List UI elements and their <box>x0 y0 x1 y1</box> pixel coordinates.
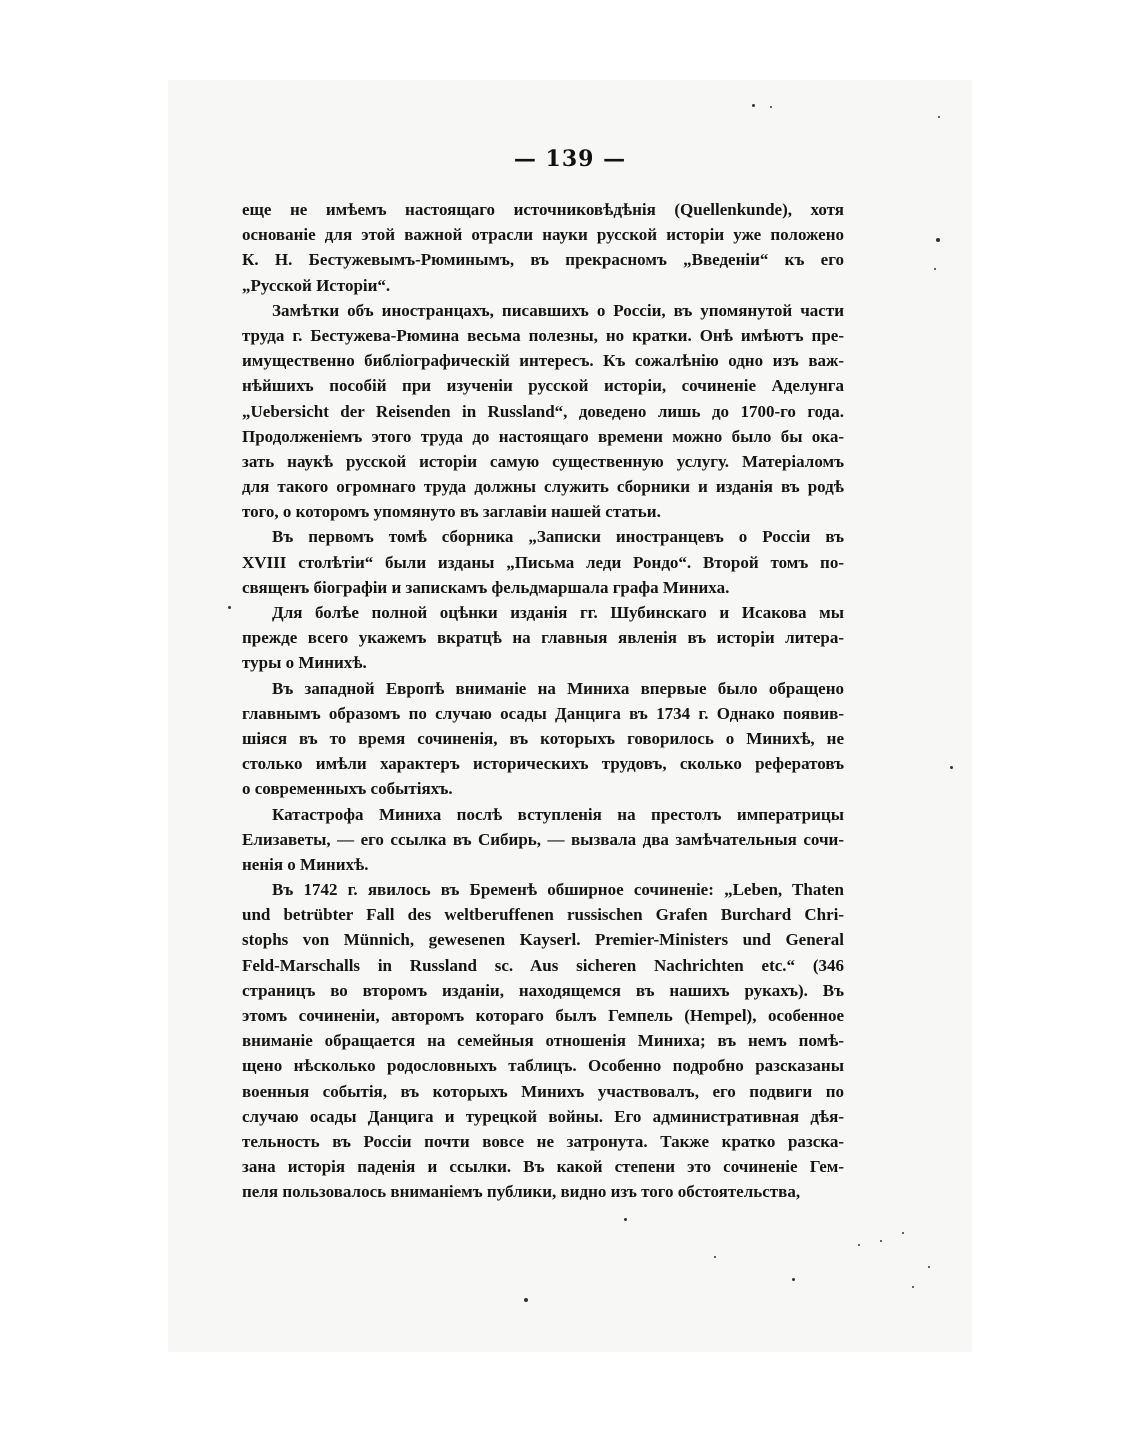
text-line: главнымъ образомъ по случаю осады Данцига въ 1734 г. Однако появив- <box>242 703 844 723</box>
text-line: К. Н. Бестужевымъ-Рюминымъ, въ прекрасномъ „Введеніи“ къ его <box>242 250 844 270</box>
scan-speck <box>792 1278 795 1281</box>
paragraph <box>242 802 844 878</box>
text-line: еще не имѣемъ настоящаго источниковѣдѣнія (Quellenkunde), хотя <box>242 200 844 219</box>
scan-speck <box>950 766 953 769</box>
text-line: прежде всего укажемъ вкратцѣ на главныя явленія въ исторіи литера- <box>242 628 844 648</box>
paragraph <box>242 197 844 298</box>
paragraph <box>242 600 844 676</box>
text-line: und betrübter Fall des weltberuffenen russischen Grafen Burchard Chri- <box>242 905 844 925</box>
text-line: Въ 1742 г. явилось въ Бременѣ обширное сочиненіе: „Leben, Thaten <box>272 880 844 900</box>
text-line: того, о которомъ упомянуто въ заглавіи нашей статьи. <box>242 502 661 522</box>
text-line: „Uebersicht der Reisenden in Russland“, доведено лишь до 1700-го года. <box>242 401 844 421</box>
text-line: Катастрофа Миниха послѣ вступленія на престолъ императрицы <box>272 804 844 824</box>
text-line: Продолженіемъ этого труда до настоящаго времени можно было бы ока- <box>242 426 844 446</box>
text-line: щено нѣсколько родословныхъ таблицъ. Особенно подробно разсказаны <box>242 1056 844 1076</box>
scan-speck <box>524 1298 528 1302</box>
scan-speck <box>902 1232 904 1234</box>
paragraph <box>242 298 844 525</box>
text-line: stophs von Münnich, gewesenen Kayserl. Premier-Ministers und General <box>242 930 844 950</box>
text-line: страницъ во второмъ изданіи, находящемся въ нашихъ рукахъ). Въ <box>242 980 844 1000</box>
text-line: зана исторія паденія и ссылки. Въ какой степени это сочиненіе Гем- <box>242 1157 844 1177</box>
scan-speck <box>936 238 940 242</box>
page-number: — 139 — <box>513 146 627 172</box>
text-line: Въ первомъ томѣ сборника „Записки иностранцевъ о Россіи въ <box>272 527 844 547</box>
text-line: ненія о Минихѣ. <box>242 854 369 874</box>
body-text <box>242 197 844 1205</box>
scanned-page <box>168 80 972 1352</box>
text-line: случаю осады Данцига и турецкой войны. Его административная дѣя- <box>242 1106 844 1126</box>
scan-speck <box>938 116 940 118</box>
scan-speck <box>880 1240 882 1242</box>
paragraph <box>242 524 844 600</box>
text-line: Для болѣе полной оцѣнки изданія гг. Шубинскаго и Исакова мы <box>272 603 844 622</box>
text-line: туры о Минихѣ. <box>242 653 367 673</box>
text-line: столько имѣли характеръ историческихъ трудовъ, сколько рефератовъ <box>242 754 844 774</box>
text-line: труда г. Бестужева-Рюмина весьма полезны, но кратки. Онѣ имѣютъ пре- <box>242 325 844 345</box>
text-line: „Русской Исторіи“. <box>242 275 391 295</box>
text-line: Feld-Marschalls in Russland sc. Aus sicheren Nachrichten etc.“ (346 <box>242 955 844 975</box>
scan-speck <box>770 106 772 108</box>
paragraph <box>242 877 844 1204</box>
text-line: основаніе для этой важной отрасли науки русской исторіи уже положено <box>242 225 844 245</box>
text-line: военныя событія, въ которыхъ Минихъ участвовалъ, его подвиги по <box>242 1081 844 1101</box>
text-line: шіяся въ то время сочиненія, въ которыхъ говорилось о Минихѣ, не <box>242 728 844 748</box>
text-line: для такого огромнаго труда должны служить сборники и изданія въ родѣ <box>242 477 844 497</box>
text-line: XVIII столѣтіи“ были изданы „Письма леди Рондо“. Второй томъ по- <box>242 552 844 572</box>
text-line: пеля пользовалось вниманіемъ публики, видно изъ того обстоятельства, <box>242 1182 801 1202</box>
text-line: Въ западной Европѣ вниманіе на Миниха впервые было обращено <box>272 678 844 698</box>
text-line: тельность въ Россіи почти вовсе не затронута. Также кратко разска- <box>242 1131 844 1151</box>
scan-speck <box>752 104 755 107</box>
text-line: зать наукѣ русской исторіи самую существенную услугу. Матеріаломъ <box>242 451 844 471</box>
paragraph <box>242 676 844 802</box>
scan-speck <box>912 1286 914 1288</box>
scan-speck <box>714 1256 716 1258</box>
text-line: Замѣтки объ иностранцахъ, писавшихъ о Россіи, въ упомянутой части <box>272 300 844 320</box>
text-line: имущественно библіографическій интересъ. Къ сожалѣнію одно изъ важ- <box>242 351 844 371</box>
scan-speck <box>228 606 231 609</box>
scan-speck <box>934 268 936 270</box>
scan-speck <box>928 1266 930 1268</box>
text-line: Елизаветы, — его ссылка въ Сибирь, — вызвала два замѣчательныя сочи- <box>242 829 844 849</box>
text-line: священъ біографіи и запискамъ фельдмаршала графа Миниха. <box>242 577 730 597</box>
scan-speck <box>624 1218 627 1221</box>
text-line: нѣйшихъ пособій при изученіи русской исторіи, сочиненіе Аделунга <box>242 376 844 396</box>
text-line: о современныхъ событіяхъ. <box>242 779 453 799</box>
text-line: вниманіе обращается на семейныя отношенія Миниха; въ немъ помѣ- <box>242 1031 844 1051</box>
text-line: этомъ сочиненіи, авторомъ котораго былъ Гемпель (Hempel), особенное <box>242 1006 844 1025</box>
scan-speck <box>858 1244 860 1246</box>
